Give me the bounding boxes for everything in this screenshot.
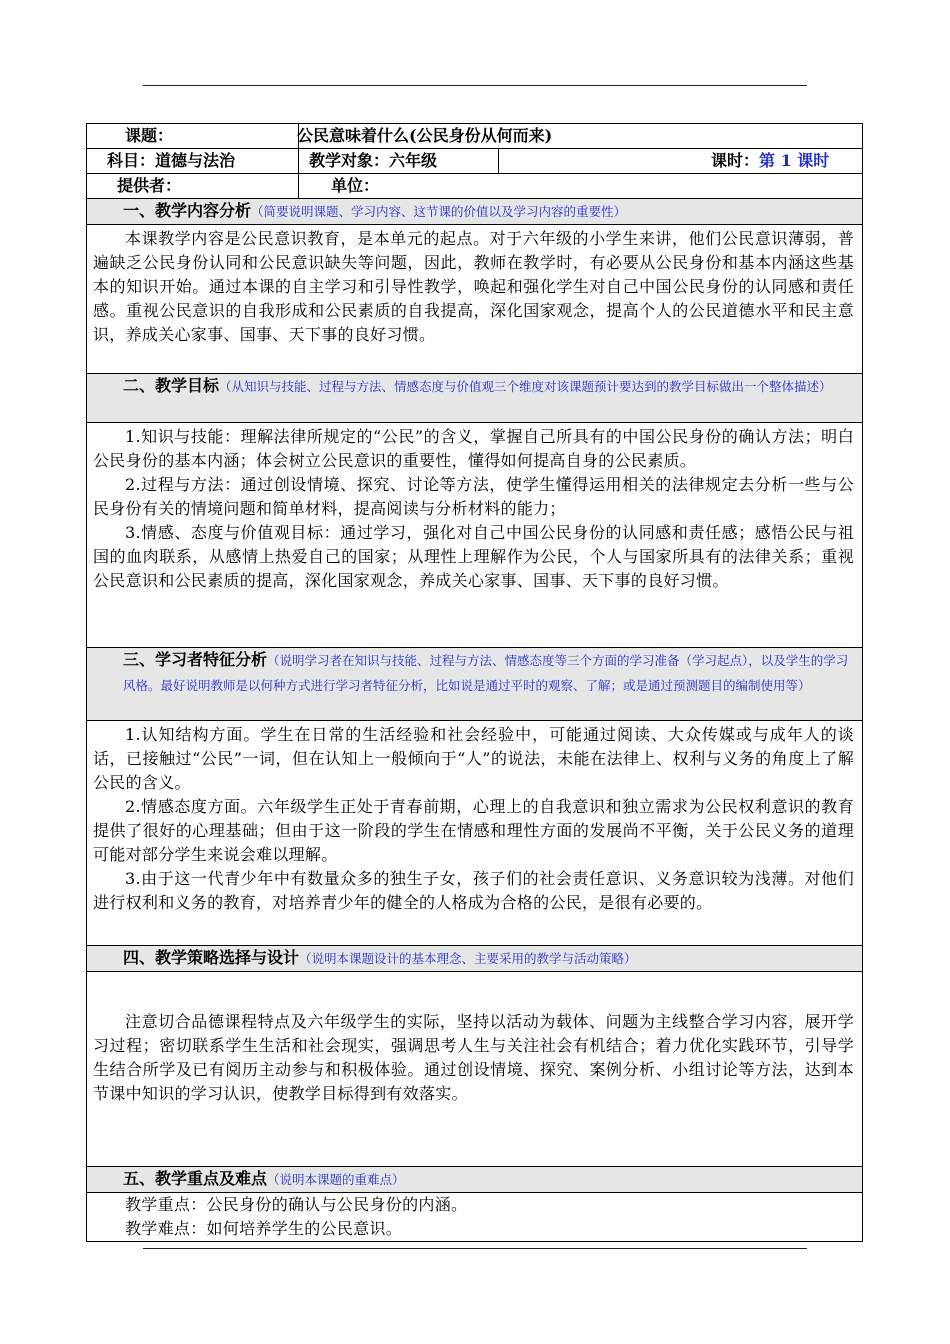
topic-value: 公民意味着什么(公民身份从何而来) <box>299 124 863 149</box>
section-3-paragraph-1: 1.认知结构方面。学生在日常的生活经验和社会经验中，可能通过阅读、大众传媒或与成年人的谈话，已接触过“公民”一词，但在认知上一般倾向于“人”的说法，未能在法律上、权利与义务的角度上了解公民的含义。 <box>93 725 855 792</box>
provider-row <box>87 174 863 199</box>
section-4-body <box>87 972 863 1167</box>
section-1-title: 一、教学内容分析 <box>123 201 252 220</box>
period-value: 第 1 课时 <box>759 151 830 170</box>
section-1-paragraph-1: 本课教学内容是公民意识教育，是本单元的起点。对于六年级的小学生来讲，他们公民意识薄弱，普遍缺乏公民身份认同和公民意识缺失等问题，因此，教师在教学时，有必要从公民身份和基本内涵这些基本的知识开始。通过本课的自主学习和引导性教学，唤起和强化学生对自己中国公民身份的认同感和责任感。重视公民意识的自我形成和公民素质的自我提高，深化国家观念，提高个人的公民道德水平和民主意识，养成关心家事、国事、天下事的良好习惯。 <box>93 229 855 344</box>
topic-row <box>87 124 863 149</box>
section-4-note: （说明本课题设计的基本理念、主要采用的教学与活动策略） <box>299 951 637 966</box>
section-4-paragraph-1: 注意切合品德课程特点及六年级学生的实际，坚持以活动为载体、问题为主线整合学习内容，展开学习过程；密切联系学生生活和社会现实，强调思考人生与关注社会有机结合；着力优化实践环节，引导学生结合所学及已有阅历主动参与和积极体验。通过创设情境、探究、案例分析、小组讨论等方法，达到本节课中知识的学习认识，使教学目标得到有效落实。 <box>93 1012 855 1103</box>
period-label: 课时： <box>711 151 760 170</box>
section-4-title: 四、教学策略选择与设计 <box>123 948 300 967</box>
section-5-paragraph-1: 教学重点：公民身份的确认与公民身份的内涵。 <box>125 1195 468 1214</box>
section-1-header <box>87 199 863 225</box>
section-3-paragraph-3: 3.由于这一代青少年中有数量众多的独生子女，孩子们的社会责任意识、义务意识较为浅薄。对他们进行权利和义务的教育，对培养青少年的健全的人格成为合格的公民，是很有必要的。 <box>93 869 855 912</box>
unit-label: 单位： <box>299 174 863 199</box>
section-2-paragraph-1: 1.知识与技能：理解法律所规定的“公民”的含义，掌握自己所具有的中国公民身份的确认方法；明白公民身份的基本内涵；体会树立公民意识的重要性，懂得如何提高自身的公民素质。 <box>93 427 855 470</box>
subject-row <box>87 149 863 174</box>
provider-label: 提供者： <box>87 174 299 199</box>
lesson-plan-table <box>86 123 863 1242</box>
section-5-paragraph-2: 教学难点：如何培养学生的公民意识。 <box>125 1219 403 1238</box>
section-2-paragraph-3: 3.情感、态度与价值观目标：通过学习，强化对自己中国公民身份的认同感和责任感；感悟公民与祖国的血肉联系，从感情上热爱自己的国家；从理性上理解作为公民，个人与国家所具有的法律关系；重视公民意识和公民素质的提高，深化国家观念，养成关心家事、国事、天下事的良好习惯。 <box>93 523 855 590</box>
footer-rule <box>143 1248 807 1249</box>
section-3-header <box>87 648 863 721</box>
section-2-note: （从知识与技能、过程与方法、情感态度与价值观三个维度对该课题预计要达到的教学目标做出一个整体描述） <box>219 379 832 394</box>
section-3-note: （说明学习者在知识与技能、过程与方法、情感态度等三个方面的学习准备（学习起点），以及学生的学习风格。最好说明教师是以何种方式进行学习者特征分析，比如说是通过平时的观察、了解；或是通过预测题目的编制使用等） <box>123 653 849 693</box>
section-5-title: 五、教学重点及难点 <box>123 1169 268 1188</box>
section-3-body <box>87 721 863 946</box>
section-3-paragraph-2: 2.情感态度方面。六年级学生正处于青春前期，心理上的自我意识和独立需求为公民权利意识的教育提供了很好的心理基础；但由于这一阶段的学生在情感和理性方面的发展尚不平衡，关于公民义务的道理可能对部分学生来说会难以理解。 <box>93 797 855 864</box>
section-5-body <box>87 1193 863 1242</box>
subject-cell: 科目：道德与法治 <box>87 149 299 174</box>
section-5-header <box>87 1167 863 1193</box>
section-2-paragraph-2: 2.过程与方法：通过创设情境、探究、讨论等方法，使学生懂得运用相关的法律规定去分析一些与公民身份有关的情境问题和简单材料，提高阅读与分析材料的能力； <box>93 475 855 518</box>
section-2-body <box>87 423 863 648</box>
section-5-note: （说明本课题的重难点） <box>267 1172 405 1187</box>
section-1-body <box>87 225 863 374</box>
section-4-header <box>87 946 863 972</box>
period-cell <box>499 149 863 174</box>
section-2-header <box>87 374 863 423</box>
header-rule <box>143 85 807 86</box>
topic-label: 课题： <box>87 124 299 149</box>
section-2-title: 二、教学目标 <box>123 376 220 395</box>
section-3-title: 三、学习者特征分析 <box>123 650 268 669</box>
audience-cell: 教学对象：六年级 <box>299 149 499 174</box>
section-1-note: （简要说明课题、学习内容、这节课的价值以及学习内容的重要性） <box>251 204 627 219</box>
